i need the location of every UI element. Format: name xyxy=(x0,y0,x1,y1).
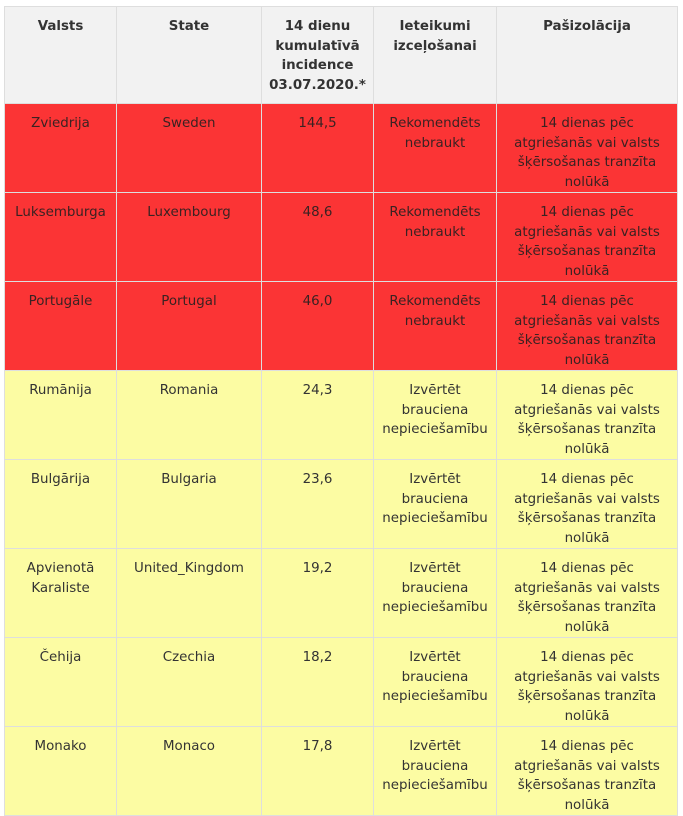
cell-valsts: Luksemburga xyxy=(5,193,117,282)
cell-pasizolacija: 14 dienas pēc atgriešanās vai valsts šķērsošanas tranzīta nolūkā xyxy=(497,549,678,638)
cell-incidence: 48,6 xyxy=(262,193,374,282)
cell-ieteikumi: Rekomendēts nebraukt xyxy=(374,193,497,282)
cell-ieteikumi: Izvērtēt brauciena nepieciešamību xyxy=(374,638,497,727)
table-row xyxy=(5,282,678,371)
cell-incidence: 24,3 xyxy=(262,371,374,460)
cell-valsts: Monako xyxy=(5,727,117,816)
cell-valsts: Zviedrija xyxy=(5,104,117,193)
incidence-table-container xyxy=(4,6,677,816)
cell-ieteikumi: Izvērtēt brauciena nepieciešamību xyxy=(374,727,497,816)
cell-incidence: 18,2 xyxy=(262,638,374,727)
cell-state: Monaco xyxy=(117,727,262,816)
header-state: State xyxy=(117,7,262,104)
incidence-table xyxy=(4,6,678,816)
cell-pasizolacija: 14 dienas pēc atgriešanās vai valsts šķērsošanas tranzīta nolūkā xyxy=(497,371,678,460)
table-row xyxy=(5,549,678,638)
header-pasizolacija: Pašizolācija xyxy=(497,7,678,104)
table-row xyxy=(5,638,678,727)
cell-state: Luxembourg xyxy=(117,193,262,282)
cell-valsts: Čehija xyxy=(5,638,117,727)
cell-state: United_Kingdom xyxy=(117,549,262,638)
table-row xyxy=(5,104,678,193)
cell-valsts: Apvienotā Karaliste xyxy=(5,549,117,638)
cell-incidence: 144,5 xyxy=(262,104,374,193)
cell-pasizolacija: 14 dienas pēc atgriešanās vai valsts šķērsošanas tranzīta nolūkā xyxy=(497,460,678,549)
table-row xyxy=(5,460,678,549)
cell-pasizolacija: 14 dienas pēc atgriešanās vai valsts šķērsošanas tranzīta nolūkā xyxy=(497,282,678,371)
cell-ieteikumi: Rekomendēts nebraukt xyxy=(374,104,497,193)
table-row xyxy=(5,371,678,460)
cell-state: Portugal xyxy=(117,282,262,371)
header-ieteikumi: Ieteikumi izceļošanai xyxy=(374,7,497,104)
cell-pasizolacija: 14 dienas pēc atgriešanās vai valsts šķērsošanas tranzīta nolūkā xyxy=(497,104,678,193)
cell-ieteikumi: Rekomendēts nebraukt xyxy=(374,282,497,371)
cell-state: Romania xyxy=(117,371,262,460)
header-incidence: 14 dienu kumulatīvā incidence 03.07.2020.* xyxy=(262,7,374,104)
cell-incidence: 46,0 xyxy=(262,282,374,371)
cell-pasizolacija: 14 dienas pēc atgriešanās vai valsts šķērsošanas tranzīta nolūkā xyxy=(497,727,678,816)
cell-state: Czechia xyxy=(117,638,262,727)
cell-valsts: Bulgārija xyxy=(5,460,117,549)
cell-pasizolacija: 14 dienas pēc atgriešanās vai valsts šķērsošanas tranzīta nolūkā xyxy=(497,638,678,727)
cell-ieteikumi: Izvērtēt brauciena nepieciešamību xyxy=(374,371,497,460)
cell-state: Sweden xyxy=(117,104,262,193)
cell-pasizolacija: 14 dienas pēc atgriešanās vai valsts šķērsošanas tranzīta nolūkā xyxy=(497,193,678,282)
cell-valsts: Portugāle xyxy=(5,282,117,371)
cell-incidence: 17,8 xyxy=(262,727,374,816)
table-row xyxy=(5,193,678,282)
cell-ieteikumi: Izvērtēt brauciena nepieciešamību xyxy=(374,460,497,549)
cell-ieteikumi: Izvērtēt brauciena nepieciešamību xyxy=(374,549,497,638)
cell-incidence: 23,6 xyxy=(262,460,374,549)
header-row xyxy=(5,7,678,104)
cell-incidence: 19,2 xyxy=(262,549,374,638)
header-valsts: Valsts xyxy=(5,7,117,104)
cell-valsts: Rumānija xyxy=(5,371,117,460)
table-row xyxy=(5,727,678,816)
cell-state: Bulgaria xyxy=(117,460,262,549)
